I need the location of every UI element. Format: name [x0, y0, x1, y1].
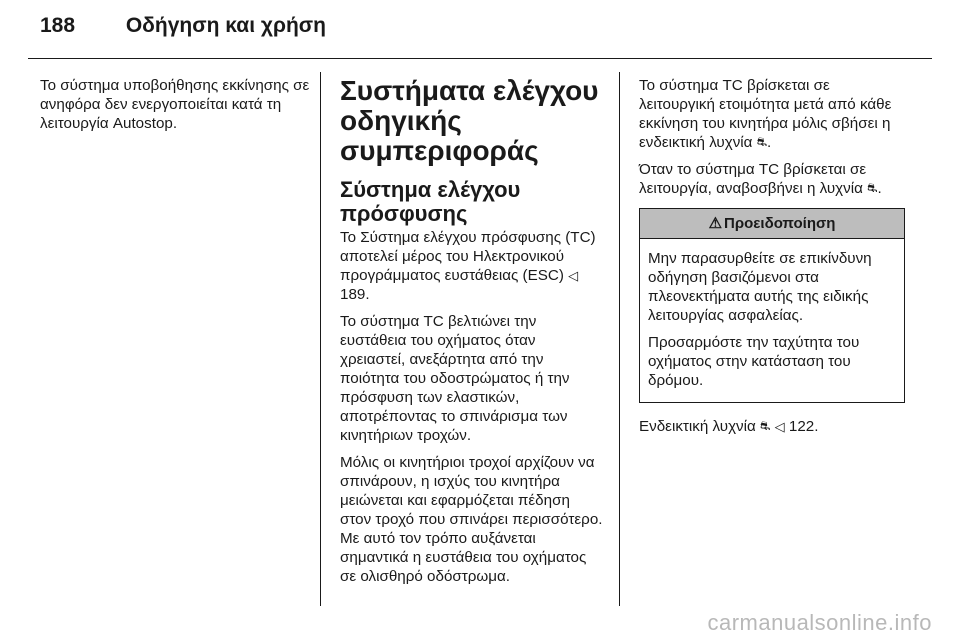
column-middle — [340, 76, 604, 594]
paragraph-text: Το σύστημα TC βρίσκεται σε λειτουργική ετοιμότητα μετά από κάθε εκκίνηση του κινητήρα μόλις σβήσει η ενδεικτική λυχνία — [639, 77, 892, 151]
paragraph: Το σύστημα TC βελτιώνει την ευστάθεια του οχήματος όταν χρειαστεί, ανεξάρτητα από την ποιότητα του οδοστρώματος ή την πρόσφυση των ελαστικών, αποτρέποντας το σπινάρισμα των κινητήριων τροχών. — [340, 313, 570, 444]
paragraph: Όταν το σύστημα TC βρίσκεται σε λειτουργία, αναβοσβήνει η λυχνία ⛐. — [639, 161, 882, 197]
warning-header — [640, 209, 904, 239]
traction-control-lamp-icon: ⛐ — [867, 181, 878, 195]
header-divider — [28, 58, 932, 59]
paragraph-text: Ενδεικτική λυχνία — [639, 418, 756, 435]
paragraph: Μόλις οι κινητήριοι τροχοί αρχίζουν να σπινάρουν, η ισχύς του κινητήρα μειώνεται και εφαρμόζεται πέδηση στον τροχό που σπινάρει περισσότερο. Με αυτό τον τρόπο αυξάνεται σημαντικά η ευστάθεια του οχήματος σε ολισθηρό οδόστρωμα. — [340, 454, 603, 585]
watermark: carmanualsonline.info — [707, 610, 932, 635]
paragraph-text: Το Σύστημα ελέγχου πρόσφυσης (TC) αποτελεί μέρος του Ηλεκτρονικού προγράμματος ευστάθειας (ESC) — [340, 229, 596, 284]
paragraph-text: Όταν το σύστημα TC βρίσκεται σε λειτουργία, αναβοσβήνει η λυχνία — [639, 161, 867, 197]
traction-control-lamp-icon: ⛐ — [760, 419, 771, 433]
paragraph: Το σύστημα TC βρίσκεται σε λειτουργική ετοιμότητα μετά από κάθε εκκίνηση του κινητήρα μόλις σβήσει η ενδεικτική λυχνία ⛐. — [639, 77, 892, 151]
paragraph — [340, 228, 604, 304]
warning-title: Προειδοποίηση — [724, 215, 836, 232]
column-right — [639, 76, 905, 444]
warning-paragraph: Προσαρμόστε την ταχύτητα του οχήματος στην κατάσταση του δρόμου. — [648, 334, 860, 389]
warning-body — [640, 239, 904, 402]
page-reference-icon: ◁ — [774, 419, 785, 434]
column-divider — [320, 72, 321, 606]
page-header — [40, 14, 326, 38]
warning-box — [639, 208, 905, 403]
section-title: Οδήγηση και χρήση — [125, 14, 326, 37]
warning-paragraph: Μην παρασυρθείτε σε επικίνδυνη οδήγηση βασιζόμενοι στα πλεονεκτήματα αυτής της ειδικής λειτουργίας ασφαλείας. — [648, 250, 872, 324]
page-reference[interactable]: 189. — [340, 286, 370, 303]
subsection-heading: Σύστημα ελέγχου πρόσφυσης — [340, 177, 521, 226]
page-reference[interactable]: 122. — [788, 418, 819, 435]
column-divider — [619, 72, 620, 606]
column-left — [40, 76, 310, 141]
section-heading: Συστήματα ελέγχου οδηγικής συμπεριφοράς — [340, 75, 599, 166]
paragraph — [639, 417, 905, 436]
page-number: 188 — [40, 14, 76, 37]
traction-control-lamp-icon: ⛐ — [756, 135, 768, 149]
warning-icon: ⚠ — [708, 215, 723, 232]
page-reference-icon: ◁ — [568, 268, 579, 283]
paragraph: Το σύστημα υποβοήθησης εκκίνησης σε ανηφόρα δεν ενεργοποιείται κατά τη λειτουργία Autostop. — [40, 77, 310, 132]
